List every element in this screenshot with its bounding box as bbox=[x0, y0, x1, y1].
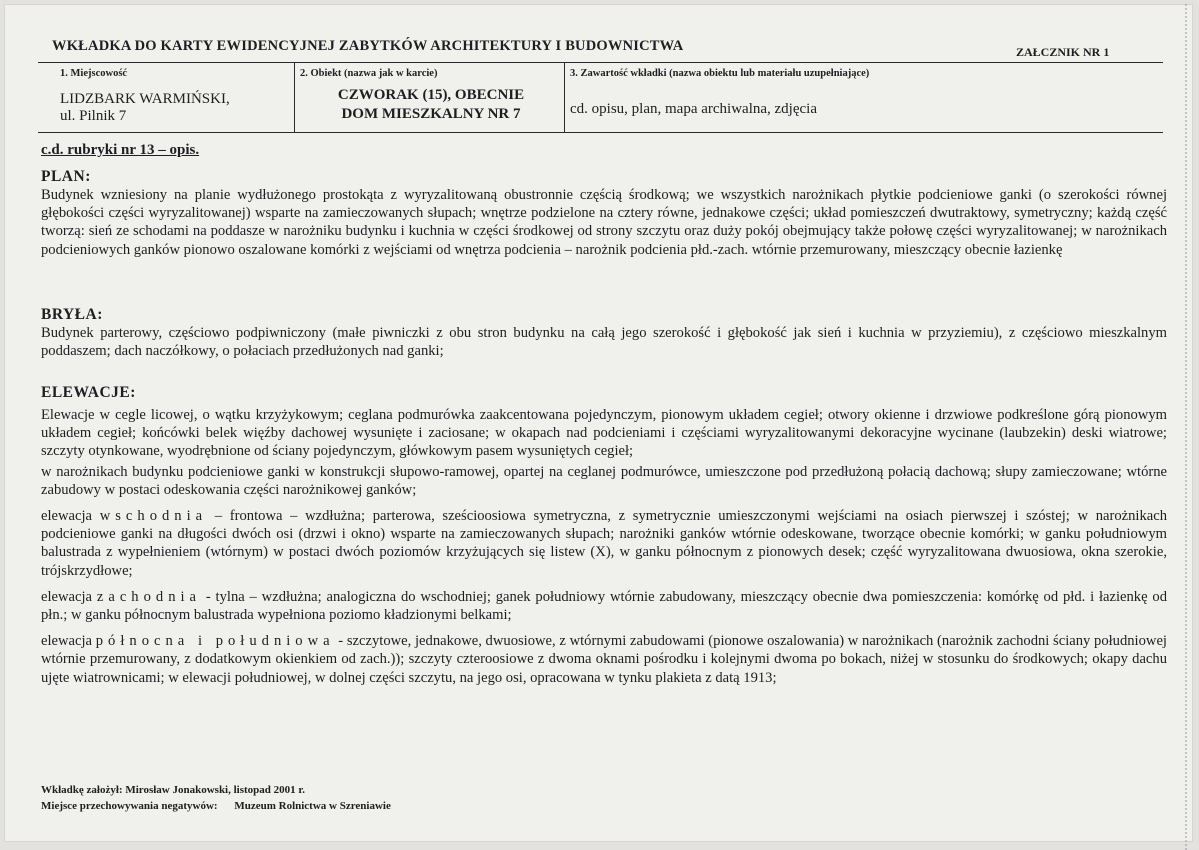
content-value: cd. opisu, plan, mapa archiwalna, zdjęcia bbox=[570, 101, 817, 117]
locality-value-line1: LIDZBARK WARMIŃSKI, bbox=[60, 91, 230, 107]
annex-number: ZAŁCZNIK NR 1 bbox=[1016, 45, 1110, 59]
ns-text: - szczytowe, jednakowe, dwuosiowe, z wtórnymi zabudowami (pionowe oszalowania) w narożnikach (narożnik zachodni ściany południowej wtórnie przemurowany, z dodatkowym okienkiem od zach.)); szczyty czteroosiowe z dwoma oknami pośrodku i kolejnymi dwoma po bokach, niżej w stosunku do środkowych; okapy dachu ujęte wiatrownicami; w elewacji południowej, w dolnej części szczytu, na jego osi, opracowana w tynku plakieta z datą 1913; bbox=[41, 633, 1167, 686]
table-bottom-rule bbox=[38, 132, 1163, 133]
west-spaced-term: zachodnia bbox=[96, 588, 202, 605]
plan-section bbox=[41, 168, 1167, 259]
bryla-section bbox=[41, 306, 1167, 360]
edge-perforation bbox=[1181, 4, 1187, 850]
west-text: - tylna – wzdłużna; analogiczna do wschodniej; ganek południowy wtórnie zabudowany, mieszczący obecnie dwa pomieszczenia: komórkę od płd. i łazienkę od płn.; w ganku północnym balustrada wypełniona poziomo kładzionymi belkami; bbox=[41, 588, 1168, 624]
elewacje-paragraph-2: w narożnikach budynku podcieniowe ganki w konstrukcji słupowo-ramowej, opartej na ceglanej podmurówce, umieszczone pod przedłużoną połacią dachową; słupy zamieczowane; wtórne zabudowy w postaci odeskowania części narożnikowej ganków; bbox=[41, 463, 1167, 498]
east-text: – frontowa – wzdłużna; parterowa, sześcioosiowa symetryczna, z symetrycznie umieszczonymi wejściami na osiach pierwszej i szóstej; w narożnikach podcieniowe ganki na długości dwóch osi (drzwi i okno) wsparte na zamieczowanych słupach; narożniki ganków wtórnie odeskowane, tworzące obecnie komórki; w ganku południowym balustrada z wypełnieniem (wtórnym) w postaci dwóch poziomów krzyżujących się listew (X), w ganku północnym z pionowych desek; część wyryzalitowana dwuosiowa, okna szerokie, trójskrzydłowe; bbox=[41, 508, 1168, 579]
content-label: 3. Zawartość wkładki (nazwa obiektu lub materiału uzupełniające) bbox=[570, 68, 870, 79]
table-top-rule bbox=[38, 62, 1163, 63]
rubric-heading: c.d. rubryki nr 13 – opis. bbox=[41, 142, 200, 158]
plan-text: Budynek wzniesiony na planie wydłużonego prostokąta z wyryzalitowaną obustronnie częścią środkową; we wszystkich narożnikach płytkie podcieniowe ganki (o szerokości równej głębokości części wyryzalitowanej) wsparte na zamieczowanych słupach; wnętrze podzielone na cztery równe, jednakowe części; układ pomieszczeń dwutraktowy, symetryczny; każdą część tworzą: sień ze schodami na poddasze w narożniku budynku i kuchnia w części środkowej od strony szczytu oraz duży pokój obejmujący także połowę części wyryzalitowanej; w narożnikach podcieniowych ganków pionowo oszalowane komórki z wejściami od wnętrza podcienia – narożnik podcienia płd.-zach. wtórnie przemurowany, mieszczący obecnie łazienkę bbox=[41, 187, 1167, 258]
east-spaced-term: wschodnia bbox=[99, 508, 208, 525]
footer-storage bbox=[41, 800, 391, 812]
bryla-heading: BRYŁA: bbox=[41, 306, 103, 323]
footer-author: Wkładkę założył: Mirosław Jonakowski, listopad 2001 r. bbox=[41, 784, 306, 796]
elewacje-west-paragraph bbox=[41, 588, 1167, 624]
document-sheet bbox=[4, 4, 1193, 842]
bryla-text: Budynek parterowy, częściowo podpiwniczony (małe piwniczki z obu stron budynku na całą jego szerokość i głębokość jak sień i kuchnia w przyziemiu), z częściowo mieszkalnym poddaszem; dach naczółkowy, o połaciach przedłużonych nad ganki; bbox=[41, 325, 1167, 360]
column-divider-2 bbox=[564, 62, 565, 132]
locality-label: 1. Miejscowość bbox=[60, 68, 128, 79]
storage-value: Muzeum Rolnictwa w Szreniawie bbox=[234, 800, 391, 812]
object-value-line1: CZWORAK (15), OBECNIE bbox=[337, 87, 525, 103]
plan-heading: PLAN: bbox=[41, 168, 91, 185]
elewacje-east-paragraph bbox=[41, 507, 1167, 580]
elewacje-heading: ELEWACJE: bbox=[41, 384, 136, 401]
column-divider-1 bbox=[294, 62, 295, 132]
object-value-line2: DOM MIESZKALNY NR 7 bbox=[341, 106, 521, 122]
east-lead: elewacja bbox=[41, 508, 100, 525]
storage-label: Miejsce przechowywania negatywów: bbox=[41, 800, 218, 812]
elewacje-paragraph-1: Elewacje w cegle licowej, o wątku krzyżykowym; ceglana podmurówka zaakcentowana pojedynczym, pionowym układem cegieł; otwory okienne i drzwiowe podkreślone górą pionowym układem cegieł; końcówki belek więźby dachowej wysunięte i zaciosane; w okapach nad podcieniami i częściami wyryzalitowanymi dekoracyjne wycinane (laubzekin) deski wiatrowe; szczyty otynkowane, wyodrębnione od ściany pojedynczym, główkowym pasem wysuniętych cegieł; bbox=[41, 407, 1167, 460]
elewacje-north-south-paragraph bbox=[41, 632, 1167, 687]
ns-spaced-term: północna i południowa bbox=[95, 633, 335, 650]
elewacje-section bbox=[41, 384, 1167, 687]
ns-lead: elewacja bbox=[41, 633, 96, 650]
object-label: 2. Obiekt (nazwa jak w karcie) bbox=[300, 68, 438, 79]
document-title: WKŁADKA DO KARTY EWIDENCYJNEJ ZABYTKÓW ARCHITEKTURY I BUDOWNICTWA bbox=[52, 38, 684, 54]
west-lead: elewacja bbox=[41, 588, 97, 605]
locality-value-line2: ul. Pilnik 7 bbox=[60, 108, 127, 124]
